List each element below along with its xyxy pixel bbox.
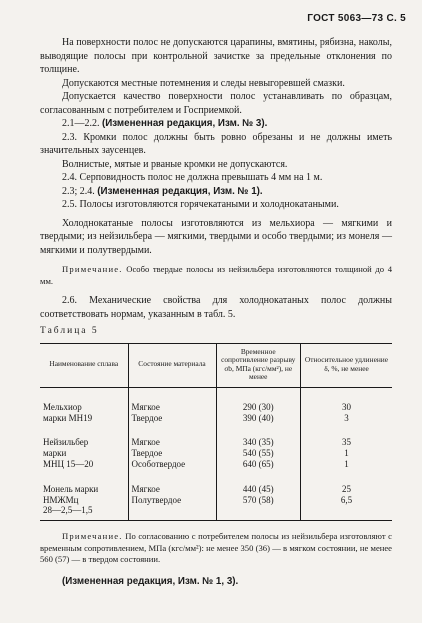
note-nickel-silver-agreement bbox=[40, 531, 392, 566]
edition-note: (Измененная редакция, Изм. № 1). bbox=[97, 185, 263, 197]
cell-strength: 340 (35) 540 (55) 640 (65) bbox=[216, 423, 300, 469]
cell-elongation: 25 6,5 bbox=[300, 470, 392, 521]
note-label: Примечание. bbox=[62, 264, 123, 274]
note-text: По согласованию с потребителем полосы из нейзильбера изготовляют с временным сопротивлением, МПа (кгс/мм²): не менее 350 (36) — в мягком состоянии, не менее 560 (57) — в твердом состоянии. bbox=[40, 531, 392, 565]
table-title: Таблица 5 bbox=[40, 326, 99, 336]
cell-elongation: 35 1 1 bbox=[300, 423, 392, 469]
edition-note: (Измененная редакция, Изм. № 3). bbox=[102, 118, 268, 129]
header-alloy-name: Наименование сплава bbox=[40, 343, 128, 387]
paragraph-strip-types-2-5: 2.5. Полосы изготовляются горячекатаными и холоднокатаными. bbox=[62, 199, 339, 210]
cell-alloy: Монель марки НМЖМц 28—2,5—1,5 bbox=[40, 470, 128, 521]
cell-elongation: 30 3 bbox=[300, 387, 392, 423]
final-edition-note: (Измененная редакция, Изм. № 1, 3). bbox=[62, 575, 239, 587]
cell-strength: 440 (45) 570 (58) bbox=[216, 470, 300, 521]
note-extra-hard bbox=[40, 264, 392, 287]
table-5 bbox=[40, 343, 392, 522]
table-row-melchior bbox=[40, 387, 392, 423]
paragraph-mechanical-properties-2-6: 2.6. Механические свойства для холоднокатаных полос должны соответствовать нормам, указанным в табл. 5. bbox=[40, 295, 392, 320]
paragraph-camber-2-4: 2.4. Серповидность полос не должна превышать 4 мм на 1 м. bbox=[62, 172, 323, 183]
clause-number: 2.1—2.2. bbox=[62, 118, 102, 129]
cell-alloy: Мельхиор марки МН19 bbox=[43, 401, 93, 423]
table-row-nickel-silver bbox=[40, 423, 392, 469]
paragraph-edition-2-3-2-4 bbox=[40, 185, 392, 199]
paragraph-surface-defects: На поверхности полос не допускаются царапины, вмятины, рябизна, наколы, выводящие полосы при контрольной зачистке за предельные отклонения по толщине. bbox=[40, 37, 392, 75]
note-text: Особо твердые полосы из нейзильбера изготовляются толщиной до 4 мм. bbox=[40, 264, 392, 286]
cell-alloy: Нейзильбер марки МНЦ 15—20 bbox=[43, 437, 94, 470]
document-body bbox=[40, 36, 392, 588]
note-label: Примечание. bbox=[62, 531, 123, 542]
cell-strength: 290 (30) 390 (40) bbox=[216, 387, 300, 423]
paragraph-edges-2-3: 2.3. Кромки полос должны быть ровно обрезаны и не должны иметь значительных заусенцев. bbox=[40, 131, 392, 156]
cell-states: Мягкое Твердое Особотвердое bbox=[128, 423, 216, 469]
cell-states: Мягкое Твердое bbox=[128, 387, 216, 423]
table-header-row bbox=[40, 343, 392, 387]
cell-states: Мягкое Полутвердое bbox=[128, 470, 216, 521]
page-header: ГОСТ 5063—73 С. 5 bbox=[307, 13, 406, 24]
table-row-monel bbox=[40, 470, 392, 521]
clause-number: 2.3; 2.4. bbox=[62, 185, 98, 197]
header-tensile-strength: Временное сопротивление разрыву σb, МПа (кгс/мм²), не менее bbox=[216, 343, 300, 387]
header-material-state: Состояние материала bbox=[128, 343, 216, 387]
paragraph-local-darkening: Допускаются местные потемнения и следы невыгоревшей смазки. bbox=[62, 77, 345, 89]
paragraph-edition-2-1-2-2 bbox=[40, 117, 392, 131]
paragraph-cold-rolled: Холоднокатаные полосы изготовляются из мельхиора — мягкими и твердыми; из нейзильбера — мягкими, твердыми и особо твердыми; из монеля — мягкими и полутвердыми. bbox=[40, 217, 392, 256]
paragraph-surface-quality-samples: Допускается качество поверхности полос устанавливать по образцам, согласованным с потребителем и Госприемкой. bbox=[40, 91, 392, 116]
paragraph-wavy-edges: Волнистые, мятые и рваные кромки не допускаются. bbox=[62, 158, 288, 170]
header-elongation: Относительное удлинение δ, %, не менее bbox=[300, 343, 392, 387]
